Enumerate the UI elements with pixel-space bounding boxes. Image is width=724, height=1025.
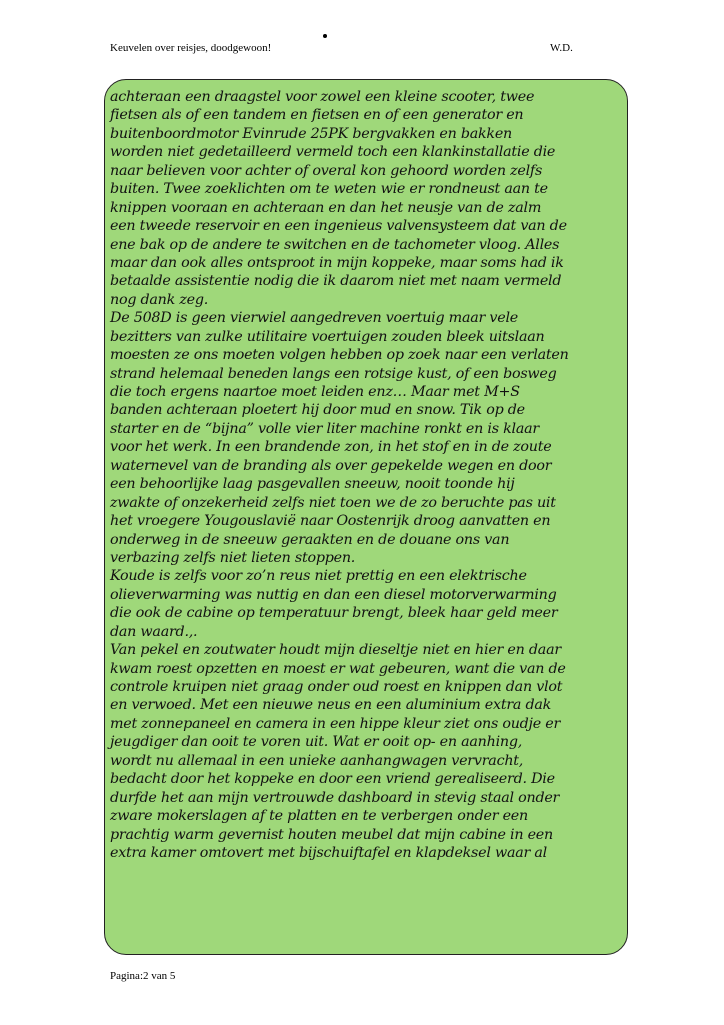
- body-line: bezitters van zulke utilitaire voertuigen zouden bleek uitslaan: [110, 328, 545, 345]
- body-line: en verwoed. Met een nieuwe neus en een aluminium extra dak: [110, 697, 552, 714]
- body-line: verbazing zelfs niet lieten stoppen.: [110, 549, 356, 566]
- body-line: extra kamer omtovert met bijschuiftafel en klapdeksel waar al: [110, 844, 547, 861]
- body-line: prachtig warm gevernist houten meubel dat mijn cabine in een: [110, 826, 553, 843]
- body-line: controle kruipen niet graag onder oud roest en knippen dan vlot: [110, 679, 563, 695]
- header-author: W.D.: [550, 42, 573, 54]
- body-line: dan waard.,.: [110, 623, 198, 640]
- body-line: zwakte of onzekerheid zelfs niet toen we de zo beruchte pas uit: [110, 494, 556, 511]
- body-line: starter en de “bijna” volle vier liter machine ronkt en is klaar: [110, 420, 539, 437]
- body-text: [110, 88, 630, 862]
- body-line: olieverwarming was nuttig en dan een diesel motorverwarming: [110, 586, 557, 603]
- body-line: betaalde assistentie nodig die ik daarom niet met naam vermeld: [110, 273, 562, 290]
- body-line: nog dank zeg.: [110, 291, 209, 308]
- body-line: wordt nu allemaal in een unieke aanhangwagen vervracht,: [110, 752, 524, 769]
- body-line: waternevel van de branding als over gepekelde wegen en door: [110, 457, 552, 474]
- body-line: fietsen als of een tandem en fietsen en of een generator en: [110, 107, 524, 124]
- body-line: bedacht door het koppeke en door een vriend gerealiseerd. Die: [110, 771, 555, 788]
- body-line: die ook de cabine op temperatuur brengt, bleek haar geld meer: [110, 605, 558, 622]
- body-line: voor het werk. In een brandende zon, in het stof en in de zoute: [110, 439, 552, 456]
- body-line: achteraan een draagstel voor zowel een kleine scooter, twee: [110, 89, 535, 105]
- body-line: kwam roest opzetten en moest er wat gebeuren, want die van de: [110, 660, 566, 677]
- body-line: zware mokerslagen af te platten en te verbergen onder een: [110, 808, 528, 825]
- page-number: Pagina:2 van 5: [110, 970, 176, 982]
- body-line: worden niet gedetailleerd vermeld toch een klankinstallatie die: [110, 144, 556, 161]
- body-line: Van pekel en zoutwater houdt mijn dieseltje niet en hier en daar: [110, 642, 561, 659]
- body-line: ene bak op de andere te switchen en de tachometer vloog. Alles: [110, 236, 560, 253]
- body-line: durfde het aan mijn vertrouwde dashboard in stevig staal onder: [110, 789, 560, 806]
- page-dot: [323, 34, 327, 38]
- body-line: een behoorlijke laag pasgevallen sneeuw, nooit toonde hij: [110, 476, 515, 493]
- body-line: die toch ergens naartoe moet leiden enz… Maar met M+S: [110, 384, 520, 400]
- body-line: De 508D is geen vierwiel aangedreven voertuig maar vele: [110, 310, 518, 327]
- body-line: buitenboordmotor Evinrude 25PK bergvakken en bakken: [110, 125, 512, 142]
- body-line: jeugdiger dan ooit te voren uit. Wat er ooit op- en aanhing,: [110, 734, 523, 751]
- body-line: het vroegere Yougouslavië naar Oostenrijk droog aanvatten en: [110, 513, 551, 530]
- body-line: met zonnepaneel en camera in een hippe kleur ziet ons oudje er: [110, 715, 561, 732]
- body-line: naar believen voor achter of overal kon gehoord worden zelfs: [110, 162, 543, 179]
- body-line: strand helemaal beneden langs een rotsige kust, of een bosweg: [110, 365, 557, 382]
- body-line: onderweg in de sneeuw geraakten en de douane ons van: [110, 531, 510, 548]
- body-line: knippen vooraan en achteraan en dan het neusje van de zalm: [110, 199, 542, 216]
- body-line: Koude is zelfs voor zo’n reus niet prettig en een elektrische: [110, 568, 527, 585]
- header-title: Keuvelen over reisjes, doodgewoon!: [110, 42, 272, 54]
- body-line: moesten ze ons moeten volgen hebben op zoek naar een verlaten: [110, 347, 569, 364]
- body-line: banden achteraan ploetert hij door mud en snow. Tik op de: [110, 402, 525, 419]
- body-line: maar dan ook alles ontsproot in mijn koppeke, maar soms had ik: [110, 254, 564, 271]
- body-line: buiten. Twee zoeklichten om te weten wie er rondneust aan te: [110, 181, 548, 198]
- body-line: een tweede reservoir en een ingenieus valvensysteem dat van de: [110, 218, 567, 235]
